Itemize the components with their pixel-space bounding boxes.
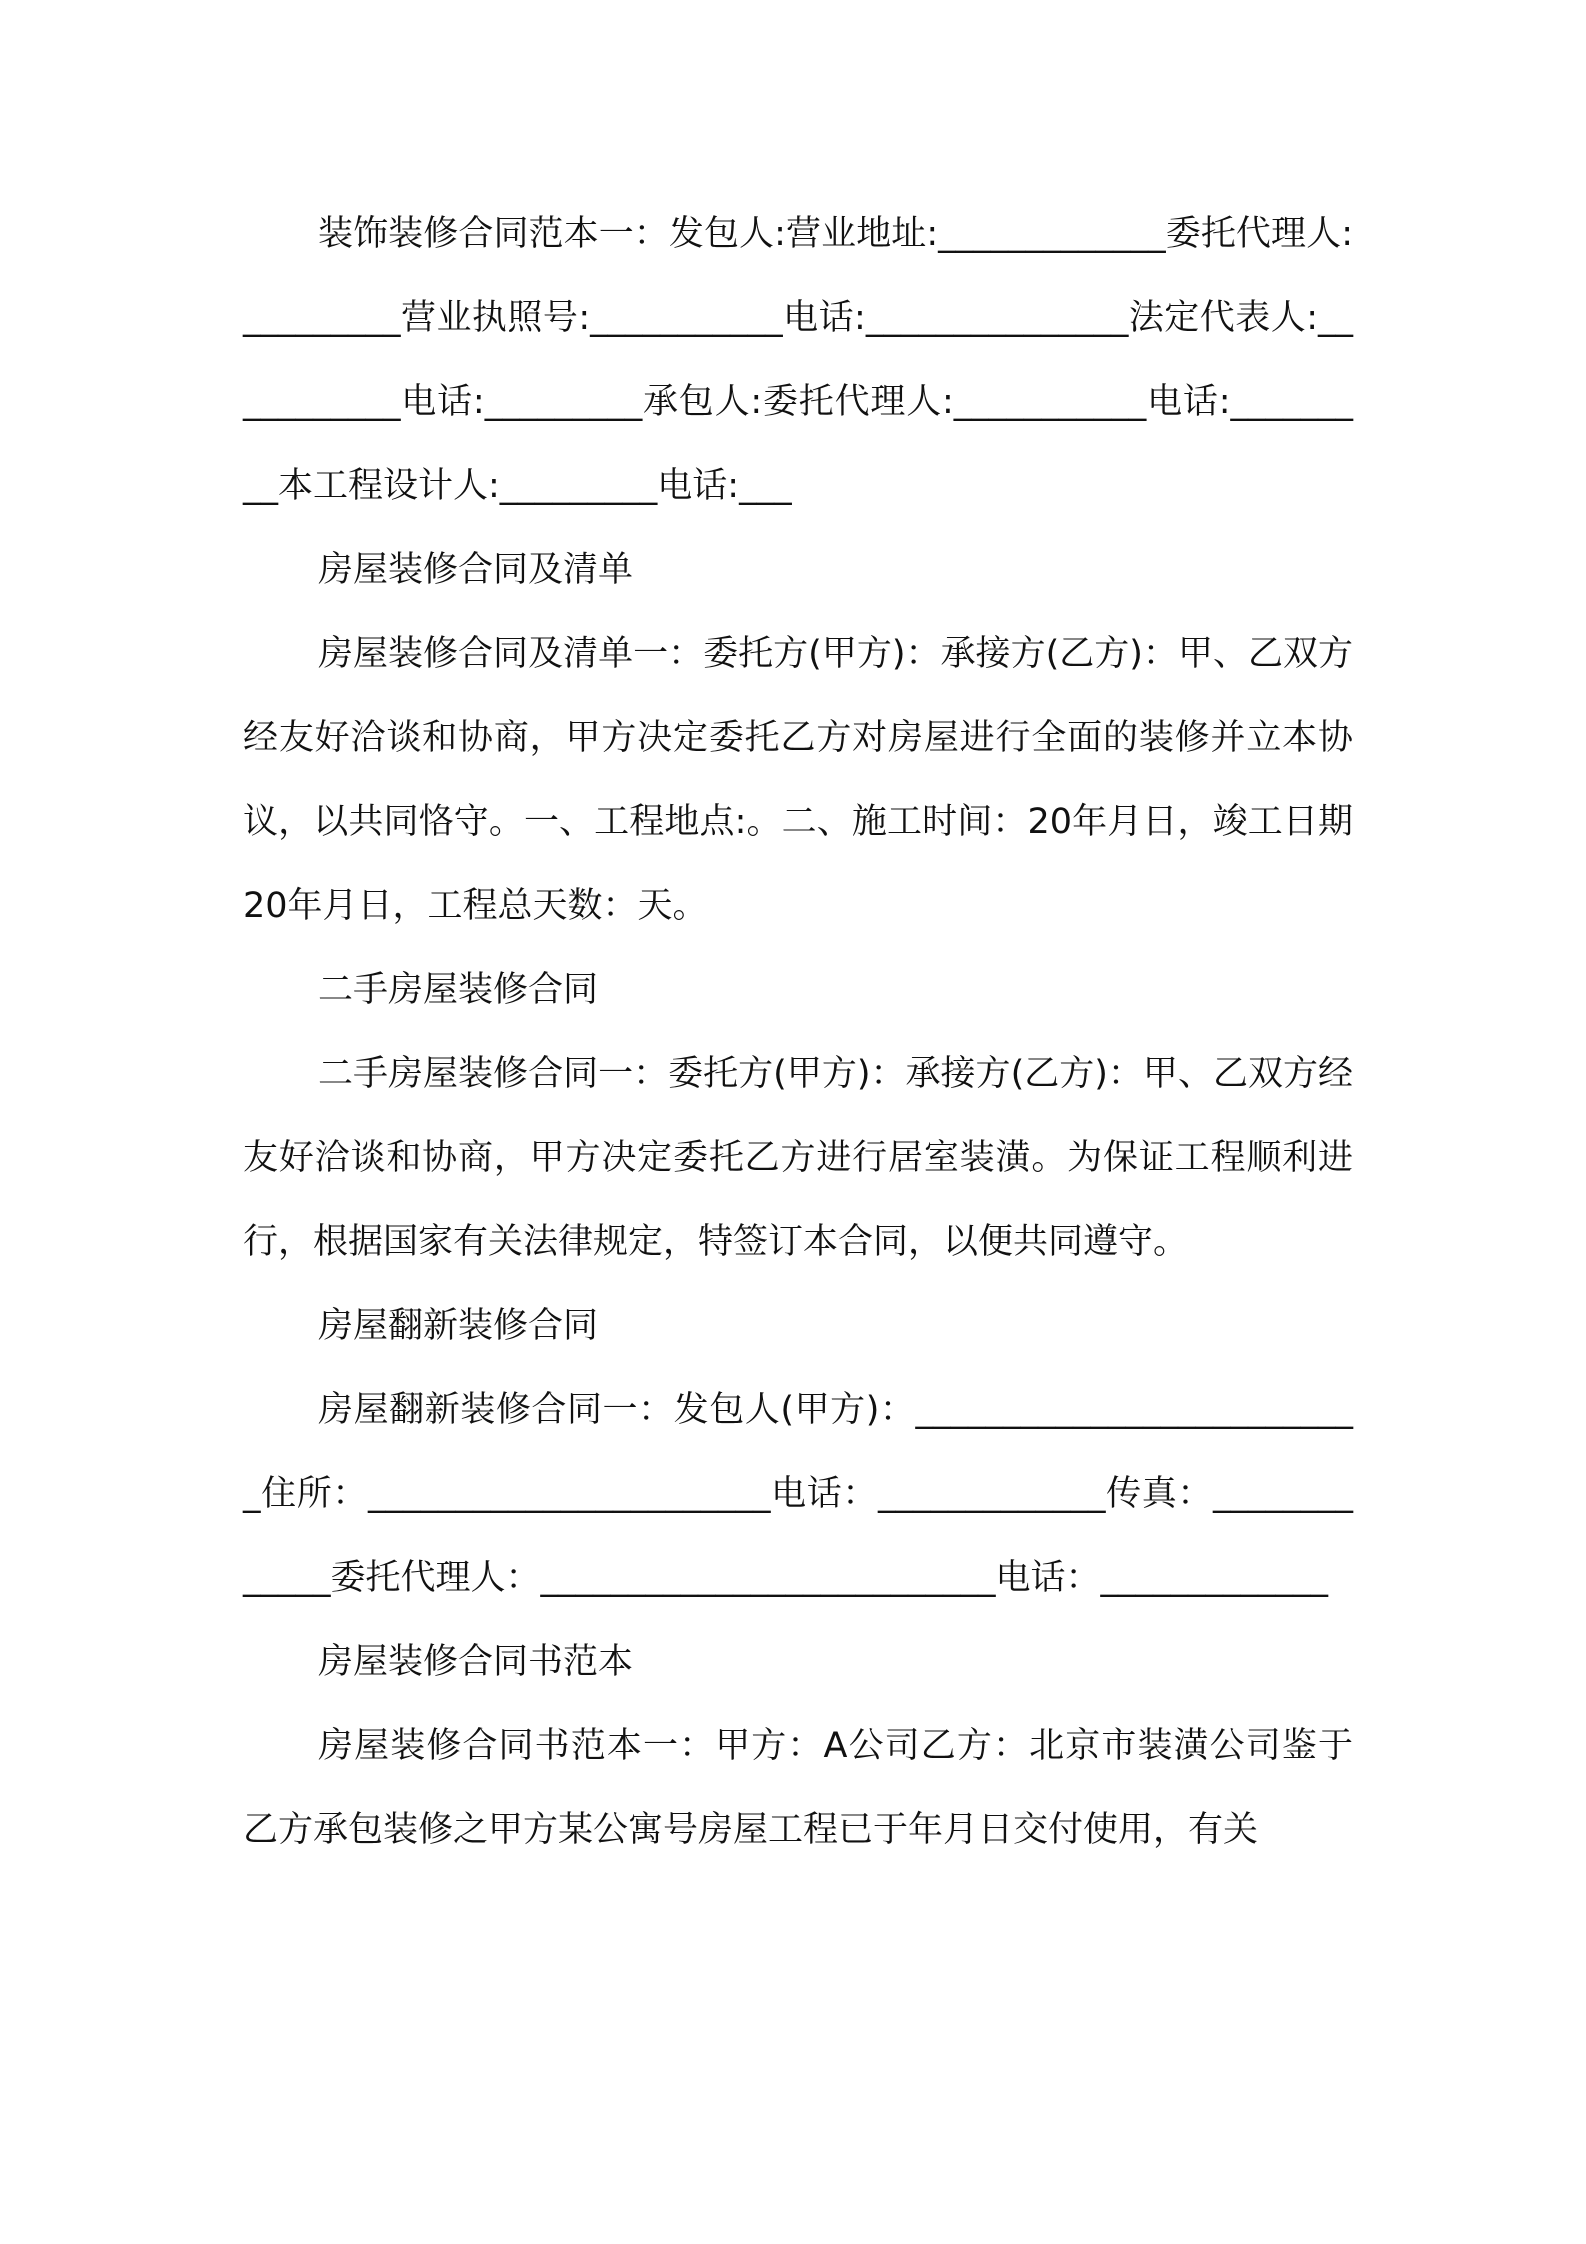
section-heading-renovation-list: 房屋装修合同及清单 [318,550,634,590]
contract-sample-paragraph: 房屋装修合同书范本一：甲方：A公司乙方：北京市装潢公司鉴于乙方承包装修之甲方某公寓号房屋工程已于年月日交付使用，有关 [243,1726,1353,1850]
document-body [243,192,1353,1872]
section-heading-second-hand: 二手房屋装修合同 [318,970,599,1010]
contract-template-paragraph: 装饰装修合同范本一：发包人:营业地址:_____________委托代理人:_________营业执照号:___________电话:_______________法定代表人:___________电话:_________承包人:委托代理人:___________电话:_________本工程设计人:_________电话:___ [243,214,1353,506]
renovation-list-paragraph: 房屋装修合同及清单一：委托方(甲方)：承接方(乙方)：甲、乙双方经友好洽谈和协商，甲方决定委托乙方对房屋进行全面的装修并立本协议，以共同恪守。一、工程地点:。二、施工时间：20年月日，竣工日期20年月日，工程总天数：天。 [243,634,1353,926]
section-heading-refurbishment: 房屋翻新装修合同 [318,1306,599,1346]
refurbishment-paragraph: 房屋翻新装修合同一：发包人(甲方)：__________________________住所：_______________________电话：_____________传真：_____________委托代理人：__________________________电话：_____________ [243,1390,1353,1598]
second-hand-paragraph: 二手房屋装修合同一：委托方(甲方)：承接方(乙方)：甲、乙双方经友好洽谈和协商，甲方决定委托乙方进行居室装潢。为保证工程顺利进行，根据国家有关法律规定，特签订本合同，以便共同遵守。 [243,1054,1353,1262]
section-heading-contract-sample: 房屋装修合同书范本 [318,1642,634,1682]
